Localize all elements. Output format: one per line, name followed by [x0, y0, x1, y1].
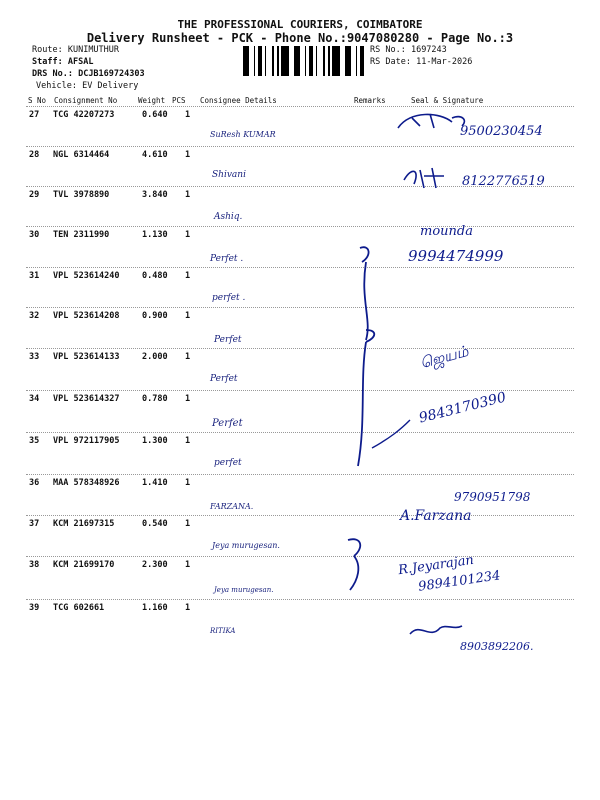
row-sno: 29: [29, 190, 40, 200]
row-consignee-handwritten: perfet: [214, 458, 242, 468]
barcode-bar: [261, 46, 262, 76]
signature-28: 8122776519: [462, 174, 545, 189]
row-consignee-handwritten: Perfet: [212, 418, 243, 429]
row-weight: 2.300: [142, 560, 168, 570]
row-consignee-handwritten: RITIKA: [210, 627, 236, 635]
row-divider: [26, 146, 574, 147]
row-weight: 0.900: [142, 311, 168, 321]
row-consignee-handwritten: SuResh KUMAR: [210, 130, 276, 139]
row-weight: 1.410: [142, 478, 168, 488]
drs-label: DRS No.:: [32, 69, 73, 79]
barcode-bar: [286, 46, 289, 76]
route-value: KUNIMUTHUR: [67, 45, 120, 55]
row-weight: 0.480: [142, 271, 168, 281]
vehicle-value: EV Delivery: [82, 81, 139, 91]
row-consignment-no: VPL 523614133: [53, 352, 120, 362]
signature-27: 9500230454: [460, 124, 543, 139]
row-sno: 28: [29, 150, 40, 160]
barcode-bar: [323, 46, 325, 76]
signature-29: mounda: [420, 224, 473, 239]
barcode-bar: [337, 46, 340, 76]
row-sno: 34: [29, 394, 40, 404]
row-sno: 39: [29, 603, 40, 613]
row-consignee-handwritten: Shivani: [212, 170, 246, 180]
vehicle-label: Vehicle:: [36, 81, 77, 91]
barcode-bar: [272, 46, 274, 76]
row-consignee-handwritten: Perfet .: [210, 254, 244, 264]
row-consignment-no: VPL 972117905: [53, 436, 120, 446]
rs-no-label: RS No.:: [370, 45, 406, 55]
barcode-bar: [254, 46, 255, 76]
row-pcs: 1: [185, 560, 191, 570]
row-consignment-no: TCG 42207273: [53, 110, 115, 120]
row-consignment-no: MAA 578348926: [53, 478, 120, 488]
row-consignee-handwritten: Ashiq.: [214, 212, 243, 222]
col-sno: S No: [28, 96, 47, 105]
row-consignment-no: NGL 6314464: [53, 150, 110, 160]
row-consignee-handwritten: perfet .: [212, 293, 246, 303]
rs-date-line: [370, 57, 472, 68]
barcode-bar: [332, 46, 335, 76]
barcode-bar: [246, 46, 249, 76]
row-sno: 33: [29, 352, 40, 362]
row-pcs: 1: [185, 352, 191, 362]
row-weight: 0.780: [142, 394, 168, 404]
row-consignment-no: VPL 523614208: [53, 311, 120, 321]
row-divider: [26, 599, 574, 600]
col-pcs: PCS: [172, 96, 186, 105]
row-consignment-no: TEN 2311990: [53, 230, 110, 240]
barcode-bar: [312, 46, 313, 76]
row-pcs: 1: [185, 519, 191, 529]
signature-34: 9843170390: [417, 389, 508, 427]
signature-36-phone: 9790951798: [454, 490, 531, 504]
row-pcs: 1: [185, 110, 191, 120]
row-divider: [26, 267, 574, 268]
row-divider: [26, 556, 574, 557]
signature-28-scribble: [404, 168, 444, 188]
row-consignee-handwritten: Jeya murugesan.: [212, 541, 280, 550]
row-consignment-no: VPL 523614327: [53, 394, 120, 404]
row-weight: 1.300: [142, 436, 168, 446]
barcode-bar: [294, 46, 297, 76]
signature-34-stroke: [372, 420, 410, 448]
barcode-bar: [360, 46, 363, 76]
remark-brace-lower: [348, 539, 360, 590]
signature-39-scribble: [410, 626, 462, 634]
col-seal: Seal & Signature: [411, 96, 484, 105]
barcode-bar: [345, 46, 348, 76]
row-divider: [26, 226, 574, 227]
row-sno: 30: [29, 230, 40, 240]
row-pcs: 1: [185, 150, 191, 160]
row-weight: 1.130: [142, 230, 168, 240]
barcode-bar: [316, 46, 317, 76]
vehicle-line: [36, 81, 138, 92]
staff-line: [32, 57, 93, 68]
col-consignee: Consignee Details: [200, 96, 277, 105]
row-sno: 35: [29, 436, 40, 446]
signature-27-scribble: [398, 114, 464, 128]
row-consignment-no: TCG 602661: [53, 603, 105, 613]
row-consignee-handwritten: Perfet: [214, 335, 242, 345]
remark-brace-upper: [358, 247, 374, 466]
barcode-bar: [356, 46, 357, 76]
barcode-bar: [363, 46, 364, 76]
row-consignment-no: TVL 3978890: [53, 190, 110, 200]
row-pcs: 1: [185, 603, 191, 613]
rs-no-value: 1697243: [410, 45, 447, 55]
drs-line: [32, 69, 145, 80]
row-sno: 37: [29, 519, 40, 529]
row-pcs: 1: [185, 271, 191, 281]
signature-39: 8903892206.: [460, 640, 534, 653]
row-weight: 3.840: [142, 190, 168, 200]
signature-38-phone: 9894101234: [417, 568, 502, 595]
barcode-bar: [258, 46, 261, 76]
row-weight: 2.000: [142, 352, 168, 362]
barcode-bar: [243, 46, 246, 76]
barcode-bar: [348, 46, 351, 76]
barcode-bar: [297, 46, 300, 76]
row-sno: 32: [29, 311, 40, 321]
rs-date-value: 11-Mar-2026: [416, 57, 473, 67]
row-pcs: 1: [185, 230, 191, 240]
row-divider: [26, 432, 574, 433]
col-consignment: Consignment No: [54, 96, 118, 105]
row-pcs: 1: [185, 311, 191, 321]
row-weight: 4.610: [142, 150, 168, 160]
staff-label: Staff:: [32, 57, 63, 67]
barcode-bar: [284, 46, 286, 76]
row-divider: [26, 390, 574, 391]
barcode-image: [243, 46, 367, 76]
barcode-bar: [265, 46, 266, 76]
barcode-bar: [277, 46, 279, 76]
row-divider: [26, 515, 574, 516]
row-consignment-no: KCM 21697315: [53, 519, 115, 529]
row-pcs: 1: [185, 190, 191, 200]
barcode-bar: [309, 46, 312, 76]
row-sno: 27: [29, 110, 40, 120]
signature-33: ஜெயம்: [418, 341, 471, 373]
row-divider: [26, 348, 574, 349]
barcode-bar: [281, 46, 284, 76]
row-sno: 31: [29, 271, 40, 281]
row-consignee-handwritten: Jeya murugesan.: [214, 586, 274, 594]
row-divider: [26, 307, 574, 308]
row-divider: [26, 474, 574, 475]
drs-value: DCJB169724303: [78, 69, 145, 79]
row-weight: 0.640: [142, 110, 168, 120]
row-pcs: 1: [185, 436, 191, 446]
row-consignment-no: VPL 523614240: [53, 271, 120, 281]
row-weight: 1.160: [142, 603, 168, 613]
company-title: THE PROFESSIONAL COURIERS, COIMBATORE: [177, 18, 423, 31]
rs-no-line: [370, 45, 447, 56]
signature-30: 9994474999: [408, 247, 504, 265]
row-weight: 0.540: [142, 519, 168, 529]
route-line: [32, 45, 119, 56]
signature-36-name: A.Farzana: [400, 508, 472, 524]
staff-value: AFSAL: [67, 57, 94, 67]
rs-date-label: RS Date:: [370, 57, 411, 67]
barcode-bar: [335, 46, 337, 76]
route-label: Route:: [32, 45, 63, 55]
row-pcs: 1: [185, 394, 191, 404]
row-consignee-handwritten: Perfet: [210, 374, 238, 384]
header-rule: [26, 106, 574, 107]
barcode-bar: [328, 46, 330, 76]
col-weight: Weight: [138, 96, 166, 105]
row-sno: 38: [29, 560, 40, 570]
runsheet-subtitle: Delivery Runsheet - PCK - Phone No.:9047080280 - Page No.:3: [86, 31, 514, 45]
row-consignment-no: KCM 21699170: [53, 560, 115, 570]
row-pcs: 1: [185, 478, 191, 488]
col-remarks: Remarks: [354, 96, 386, 105]
row-consignee-handwritten: FARZANA.: [210, 502, 254, 511]
row-sno: 36: [29, 478, 40, 488]
barcode-bar: [305, 46, 306, 76]
signature-38-name: R.Jeyarajan: [397, 552, 475, 579]
